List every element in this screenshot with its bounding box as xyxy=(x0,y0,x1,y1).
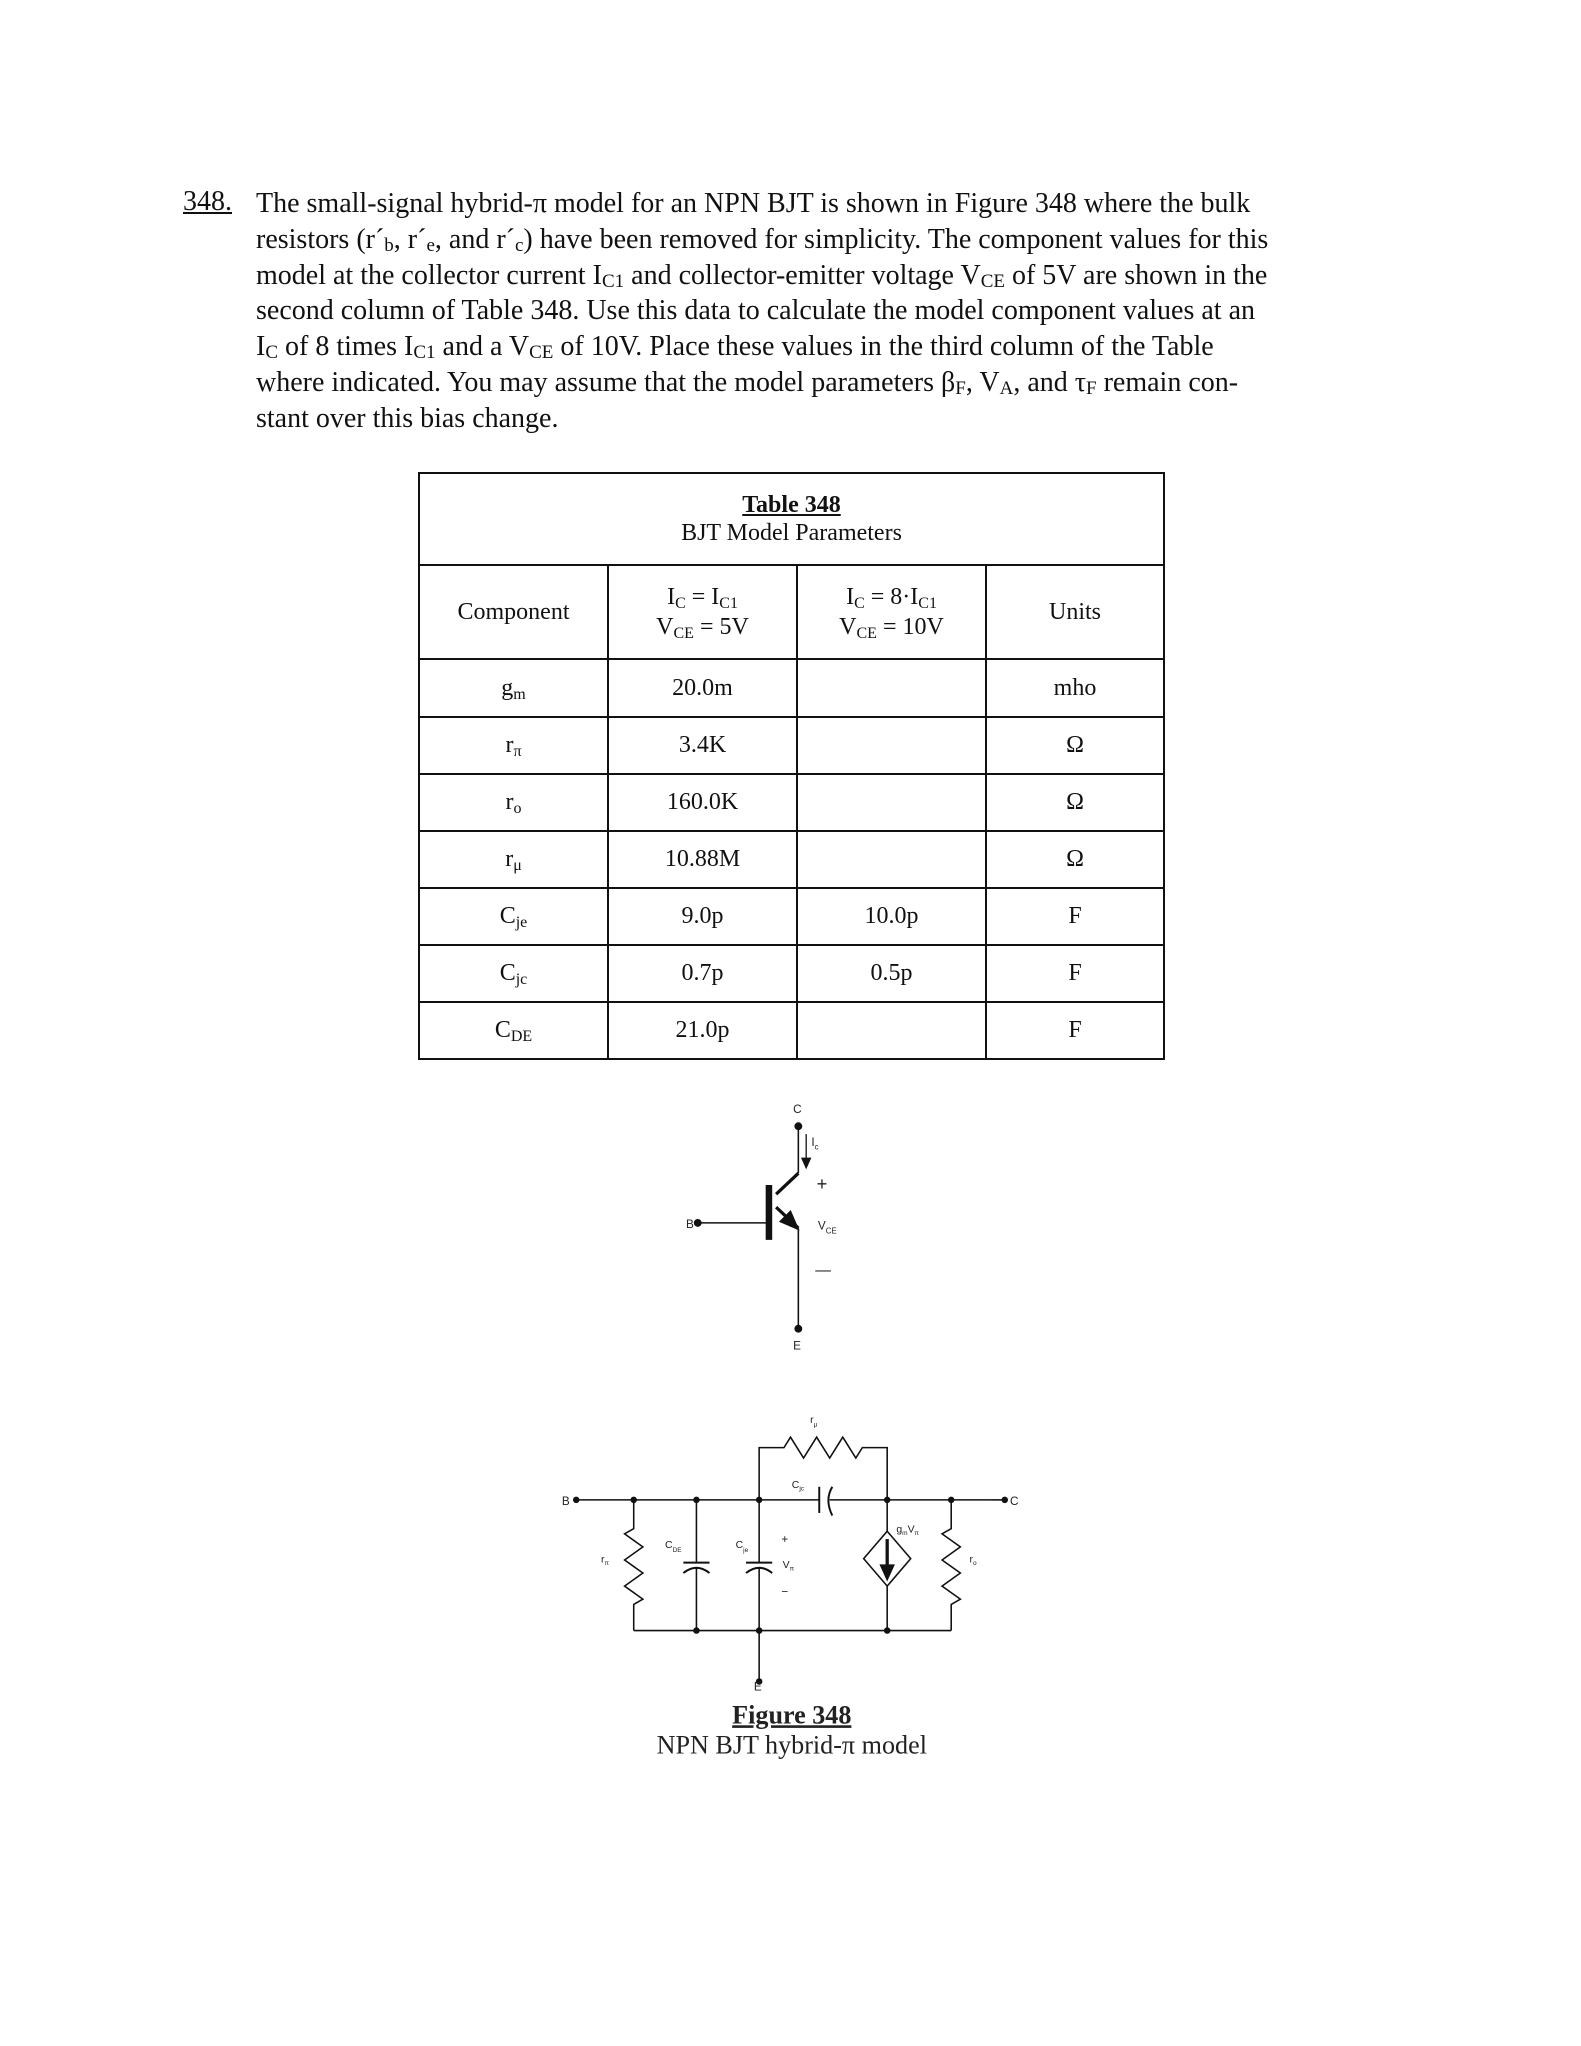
value-ic1: 3.4K xyxy=(608,717,797,774)
unit: mho xyxy=(986,659,1164,717)
header-line: $V_{CE} = 10V$ xyxy=(839,614,944,642)
component-name: $C_{je}$ xyxy=(419,888,608,945)
problem-line: resistors ($r´_b$, $r´_e$, and $r´_c$) have been removed for simplicity. The component values for this xyxy=(256,223,1269,256)
cde-label: $C_{DE}$ xyxy=(665,1540,682,1555)
value-ic1: 160.0K xyxy=(608,774,797,831)
value-ic1: 0.7p xyxy=(608,945,797,1002)
figure-title: Figure 348 xyxy=(732,1700,852,1730)
header-component: Component xyxy=(419,565,608,659)
r-mu-resistor xyxy=(759,1437,887,1500)
circuit-collector-label: C xyxy=(1009,1495,1019,1509)
problem-line: stant over this bias change. xyxy=(256,402,559,434)
header-line: $I_C = 8\cdot I_{C1}$ xyxy=(846,584,937,612)
problem-number: 348. xyxy=(183,186,232,217)
table-subtitle: BJT Model Parameters xyxy=(681,520,902,546)
figure-caption: NPN BJT hybrid-π model xyxy=(656,1730,927,1760)
vce-label: $V_{CE}$ xyxy=(817,1219,837,1236)
vce-plus: + xyxy=(816,1173,828,1195)
circuit-base-label: B xyxy=(561,1495,570,1509)
unit: Ω xyxy=(986,717,1164,774)
npn-transistor-symbol xyxy=(694,1123,811,1332)
r-o-label: $r_o$ xyxy=(969,1554,977,1568)
hybrid-pi-circuit xyxy=(573,1437,1008,1685)
header-line: $V_{CE} = 5V$ xyxy=(656,614,749,642)
value-8ic1: 10.0p xyxy=(797,888,986,945)
unit: F xyxy=(986,1002,1164,1059)
problem-line: where indicated. You may assume that the model parameters $\beta_F$, $V_A$, and $\tau_F$ remain con- xyxy=(256,366,1239,399)
emitter-label: E xyxy=(793,1339,801,1353)
unit: F xyxy=(986,888,1164,945)
cjc-label: $C_{jc}$ xyxy=(791,1480,805,1493)
value-ic1: 10.88M xyxy=(608,831,797,888)
component-name: $g_m$ xyxy=(419,659,608,717)
problem-line: second column of Table 348. Use this data to calculate the model component values at an xyxy=(256,295,1256,327)
vpi-plus: + xyxy=(781,1532,789,1546)
r-pi-label: $r_\pi$ xyxy=(601,1554,610,1568)
component-name: $r_\mu$ xyxy=(419,831,608,888)
unit: F xyxy=(986,945,1164,1002)
collector-label: C xyxy=(793,1103,802,1117)
gm-vpi-label: $g_mV_\pi$ xyxy=(896,1524,920,1538)
component-name: $C_{DE}$ xyxy=(419,1002,608,1059)
base-label: B xyxy=(685,1218,694,1232)
value-ic1: 9.0p xyxy=(608,888,797,945)
unit: Ω xyxy=(986,831,1164,888)
unit: Ω xyxy=(986,774,1164,831)
circuit-emitter-label: E xyxy=(753,1680,762,1694)
value-8ic1: 0.5p xyxy=(797,945,986,1002)
component-name: $r_\pi$ xyxy=(419,717,608,774)
r-pi-resistor xyxy=(625,1500,643,1631)
header-line: $I_C = I_{C1}$ xyxy=(667,584,738,612)
table-title: Table 348 xyxy=(742,492,841,518)
component-name: $C_{jc}$ xyxy=(419,945,608,1002)
cje-label: $C_{je}$ xyxy=(735,1540,749,1555)
vce-minus: — xyxy=(815,1262,831,1280)
r-mu-label: $r_\mu$ xyxy=(810,1414,818,1429)
vpi-label: $V_\pi$ xyxy=(782,1559,795,1573)
base-bar xyxy=(766,1185,773,1240)
problem-line: $I_C$ of 8 times $I_{C1}$ and a $V_{CE}$ of 10V. Place these values in the third column of the Table xyxy=(256,331,1214,364)
problem-line: The small-signal hybrid-π model for an NPN BJT is shown in Figure 348 where the bulk xyxy=(256,188,1251,219)
value-ic1: 21.0p xyxy=(608,1002,797,1059)
problem-line: model at the collector current $I_{C1}$ and collector-emitter voltage $V_{CE}$ of 5V are shown in the xyxy=(256,259,1268,292)
r-o-resistor xyxy=(942,1500,960,1631)
ic-label: $I_c$ xyxy=(811,1135,819,1152)
vpi-minus: − xyxy=(781,1585,789,1599)
component-name: $r_o$ xyxy=(419,774,608,831)
header-units: Units xyxy=(986,565,1164,659)
value-ic1: 20.0m xyxy=(608,659,797,717)
